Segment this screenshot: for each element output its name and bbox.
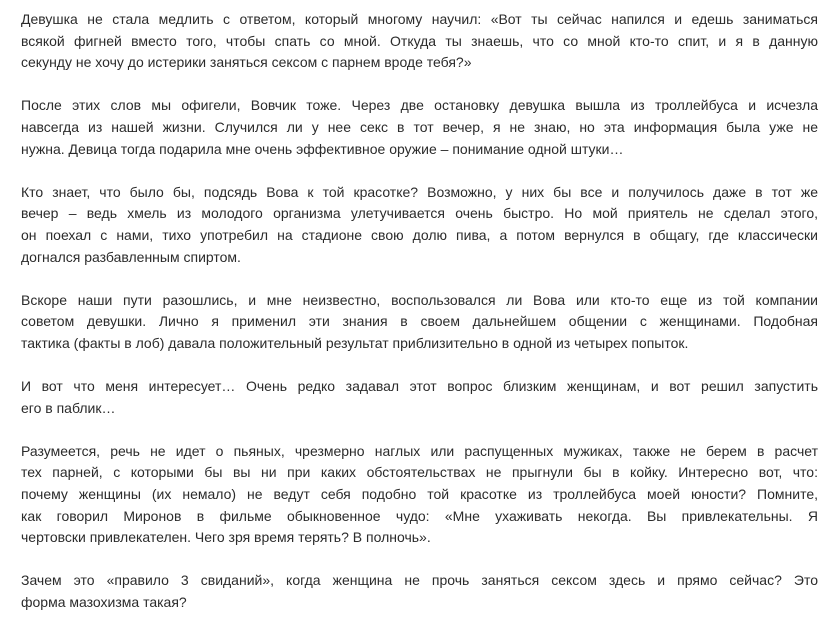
text-line: И вот что меня интересует… Очень редко задавал этот вопрос близким женщинам, и вот решил запустить (21, 378, 818, 395)
text-line: его в паблик… (21, 399, 116, 416)
text-line: всякой фигней вместо того, чтобы спать со мной. Откуда ты знаешь, что со мной кто-то спит, и я в данную (21, 32, 818, 49)
text-line: нужна. Девица тогда подарила мне очень эффективное оружие – понимание одной штуки… (21, 140, 624, 157)
text-line: После этих слов мы офигели, Вовчик тоже. Через две остановку девушка вышла из троллейбуса и исчезла (21, 97, 818, 114)
text-line: Кто знает, что было бы, подсядь Вова к той красотке? Возможно, у них бы все и получилось даже в тот же (21, 183, 818, 200)
paragraph (21, 9, 818, 74)
text-line: форма мазохизма такая? (21, 594, 187, 611)
text-line: Девушка не стала медлить с ответом, который многому научил: «Вот ты сейчас напился и едешь заниматься (21, 11, 818, 27)
text-line: чертовски привлекателен. Чего зря время терять? В полночь». (21, 529, 431, 546)
text-line: советом девушки. Лично я применил эти знания в своем дальнейшем общении с женщинами. Подобная (21, 313, 818, 330)
text-line: догнался разбавленным спиртом. (21, 248, 241, 265)
paragraph (21, 376, 818, 419)
text-line: он поехал с нами, тихо употребил на стадионе свою долю пива, а потом вернулся в общагу, где классически (21, 226, 818, 243)
paragraph (21, 290, 818, 355)
article-body (21, 9, 818, 635)
text-line: Вскоре наши пути разошлись, и мне неизвестно, воспользовался ли Вова или кто-то еще из той компании (21, 291, 818, 308)
text-line: Разумеется, речь не идет о пьяных, чрезмерно наглых или распущенных мужиках, также не берем в расчет (21, 442, 818, 459)
paragraph (21, 95, 818, 160)
text-line: Зачем это «правило 3 свиданий», когда женщина не прочь заняться сексом здесь и прямо сейчас? Это (21, 572, 818, 589)
text-line: тактика (факты в лоб) давала положительный результат приблизительно в одной из четырех попыток. (21, 334, 689, 351)
text-line: тех парней, с которыми бы вы ни при каких обстоятельствах не прыгнули бы в койку. Интересно вот, что: (21, 464, 818, 481)
text-line: секунду не хочу до истерики заняться сексом с парнем вроде тебя?» (21, 54, 472, 71)
text-line: навсегда из нашей жизни. Случился ли у нее секс в тот вечер, я не знаю, но эта информация была уже не (21, 118, 818, 135)
paragraph (21, 182, 818, 268)
text-line: как говорил Миронов в фильме обыкновенное чудо: «Мне ухаживать некогда. Вы привлекательны. Я (21, 507, 818, 524)
paragraph (21, 570, 818, 613)
paragraph (21, 441, 818, 549)
text-line: вечер – ведь хмель из молодого организма улетучивается очень быстро. Но мой приятель не сделал этого, (21, 205, 818, 222)
text-line: почему женщины (их немало) не ведут себя подобно той красотке из троллейбуса моей юности? Помните, (21, 486, 818, 503)
